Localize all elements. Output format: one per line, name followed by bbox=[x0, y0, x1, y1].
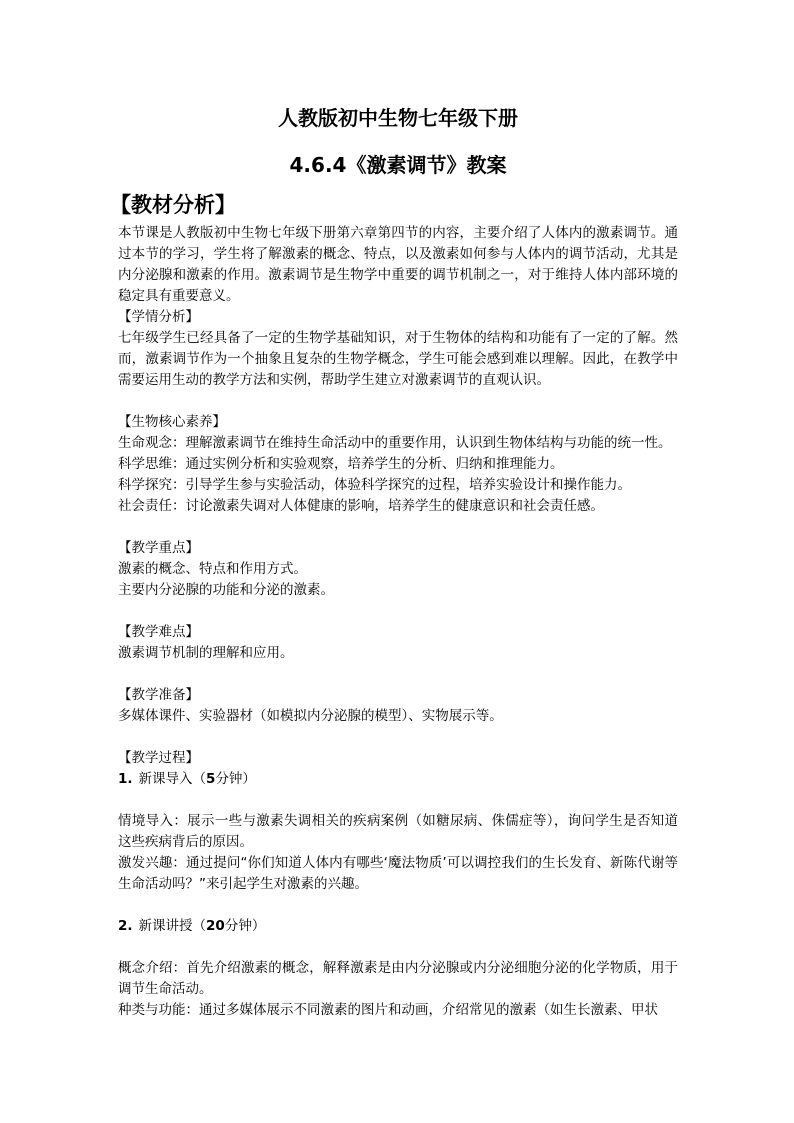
document-title: 人教版初中生物七年级下册 bbox=[278, 106, 518, 130]
spacer bbox=[118, 601, 678, 622]
step-number: 1. bbox=[118, 771, 133, 787]
student-analysis-text: 七年级学生已经具备了一定的生物学基础知识，对于生物体的结构和功能有了一定的了解。然而，激素调节作为一个抽象且复杂的生物学概念，学生可能会感到难以理解。因此，在教学中需要运用生动的教学方法和实例，帮助学生建立对激素调节的直观认识。 bbox=[118, 330, 678, 388]
step-number: 2. bbox=[118, 918, 133, 934]
preparation-item: 多媒体课件、实验器材（如模拟内分泌腺的模型）、实物展示等。 bbox=[118, 708, 503, 724]
step-title-post: 分钟） bbox=[215, 771, 256, 787]
process-step-2-title bbox=[118, 916, 678, 937]
key-points-heading: 【教学重点】 bbox=[118, 540, 199, 556]
document-page bbox=[110, 104, 678, 1021]
process-heading: 【教学过程】 bbox=[118, 750, 199, 766]
textbook-analysis-text: 本节课是人教版初中生物七年级下册第六章第四节的内容，主要介绍了人体内的激素调节。通过本节的学习，学生将了解激素的概念、特点，以及激素如何参与人体内的调节活动，尤其是内分泌腺和激素的作用。激素调节是生物学中重要的调节机制之一，对于维持人体内部环境的稳定具有重要意义。 bbox=[118, 225, 678, 304]
difficulties-heading: 【教学难点】 bbox=[118, 624, 199, 640]
preparation-heading: 【教学准备】 bbox=[118, 687, 199, 703]
key-point-item: 主要内分泌腺的功能和分泌的激素。 bbox=[118, 582, 334, 598]
key-point-item: 激素的概念、特点和作用方式。 bbox=[118, 561, 307, 577]
difficulty-item: 激素调节机制的理解和应用。 bbox=[118, 645, 294, 661]
core-literacy-item-life: 生命观念：理解激素调节在维持生命活动中的重要作用，认识到生物体结构与功能的统一性。 bbox=[118, 435, 672, 451]
lesson-title: 4.6.4《激素调节》教案 bbox=[289, 153, 507, 177]
spacer bbox=[118, 790, 678, 811]
spacer bbox=[118, 664, 678, 685]
spacer bbox=[118, 727, 678, 748]
step-title-pre: 新课讲授（ bbox=[138, 918, 207, 934]
spacer bbox=[118, 391, 678, 412]
spacer bbox=[118, 895, 678, 916]
step-minutes: 5 bbox=[206, 771, 216, 787]
core-literacy-item-responsibility: 社会责任：讨论激素失调对人体健康的影响，培养学生的健康意识和社会责任感。 bbox=[118, 498, 604, 514]
textbook-analysis-heading: 【教材分析】 bbox=[110, 193, 236, 217]
step-minutes: 20 bbox=[206, 918, 225, 934]
process-step-1-title bbox=[118, 769, 678, 790]
core-literacy-item-inquiry: 科学探究：引导学生参与实验活动，体验科学探究的过程，培养实验设计和操作能力。 bbox=[118, 477, 631, 493]
step-title-post: 分钟） bbox=[224, 918, 266, 934]
step-title-pre: 新课导入（ bbox=[138, 771, 207, 787]
process-step-2-item: 种类与功能：通过多媒体展示不同激素的图片和动画，介绍常见的激素（如生长激素、甲状 bbox=[118, 1002, 658, 1018]
spacer bbox=[118, 937, 678, 958]
process-step-1-item: 情境导入：展示一些与激素失调相关的疾病案例（如糖尿病、侏儒症等），询问学生是否知道这些疾病背后的原因。 bbox=[118, 813, 678, 850]
process-step-2-item: 概念介绍：首先介绍激素的概念，解释激素是由内分泌腺或内分泌细胞分泌的化学物质，用于调节生命活动。 bbox=[118, 960, 678, 997]
process-step-1-item: 激发兴趣：通过提问“你们知道人体内有哪些‘魔法物质’可以调控我们的生长发育、新陈代谢等生命活动吗？”来引起学生对激素的兴趣。 bbox=[118, 855, 678, 892]
core-literacy-item-thinking: 科学思维：通过实例分析和实验观察，培养学生的分析、归纳和推理能力。 bbox=[118, 456, 564, 472]
spacer bbox=[118, 517, 678, 538]
core-literacy-heading: 【生物核心素养】 bbox=[118, 414, 226, 430]
student-analysis-heading: 【学情分析】 bbox=[118, 309, 199, 325]
